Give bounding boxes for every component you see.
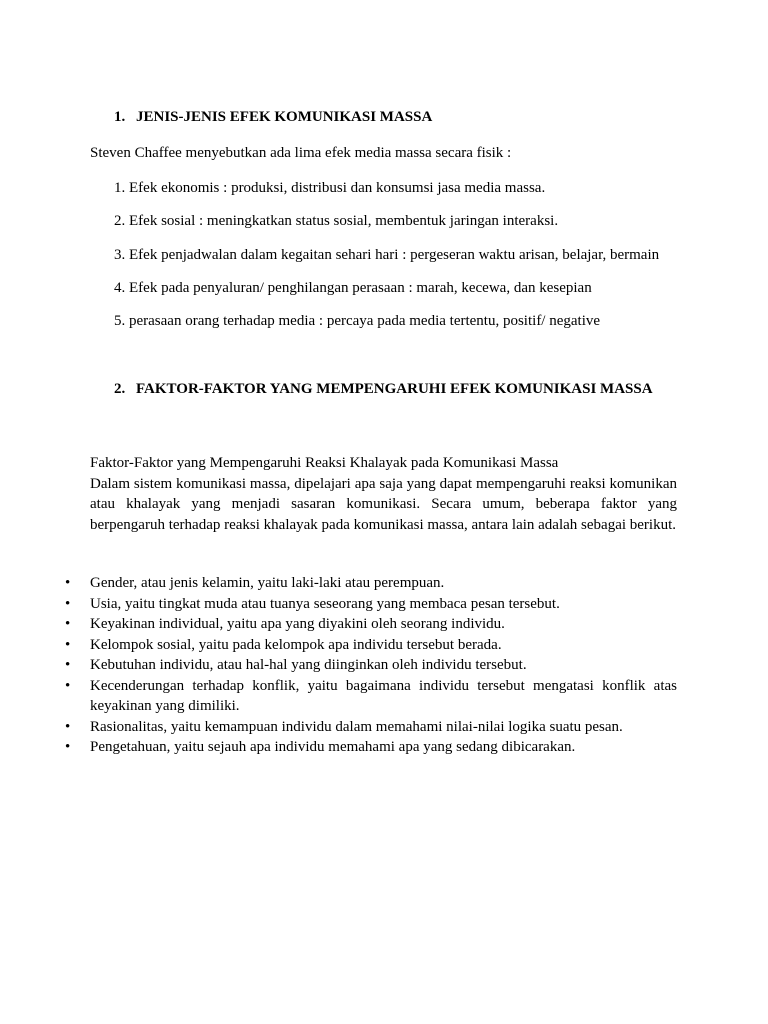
bullet-icon: • [65,677,71,694]
factor-item [62,655,677,676]
section-1-intro: Steven Chaffee menyebutkan ada lima efek media massa secara fisik : [90,145,512,161]
factor-item [62,614,677,635]
effect-item: 3. Efek penjadwalan dalam kegaitan sehari hari : pergeseran waktu arisan, belajar, bermain [114,246,660,263]
factor-text: Kecenderungan terhadap konflik, yaitu bagaimana individu tersebut mengatasi konflik atas keyakinan yang dimiliki. [90,677,677,714]
effect-item: 5. perasaan orang terhadap media : percaya pada media tertentu, positif/ negative [114,313,601,330]
effect-item: 1. Efek ekonomis : produksi, distribusi dan konsumsi jasa media massa. [114,180,546,196]
bullet-icon: • [65,636,71,653]
bullet-icon: • [65,575,71,591]
factor-text: Pengetahuan, yaitu sejauh apa individu memahami apa yang sedang dibicarakan. [90,739,576,755]
section-2-title: FAKTOR-FAKTOR YANG MEMPENGARUHI EFEK KOMUNIKASI MASSA [136,381,653,397]
section-2-number: 2. [114,381,126,397]
factor-text: Keyakinan individual, yaitu apa yang diyakini oleh seorang individu. [90,616,505,632]
section-1-title: JENIS-JENIS EFEK KOMUNIKASI MASSA [136,109,433,125]
factor-item [62,594,677,615]
factor-text: Rasionalitas, yaitu kemampuan individu dalam memahami nilai-nilai logika suatu pesan. [90,718,623,735]
factors-list [62,573,677,758]
factor-item [62,737,677,758]
bullet-icon: • [65,739,71,755]
factor-item [62,717,677,738]
factor-text: Usia, yaitu tingkat muda atau tuanya seseorang yang membaca pesan tersebut. [90,595,560,612]
section-2-paragraph-block [90,453,677,535]
section-2-paragraph: Dalam sistem komunikasi massa, dipelajari apa saja yang dapat mempengaruhi reaksi komunikan atau khalayak yang menjadi sasaran komunikasi. Secara umum, beberapa faktor yang berpengaruh terhadap reaksi khalayak pada komunikasi massa, antara lain adalah sebagai berikut. [90,475,677,533]
section-2-subtitle: Faktor-Faktor yang Mempengaruhi Reaksi Khalayak pada Komunikasi Massa [90,455,559,471]
bullet-icon: • [65,595,71,612]
factor-text: Kelompok sosial, yaitu pada kelompok apa individu tersebut berada. [90,636,502,653]
factor-item [62,573,677,594]
section-1-number: 1. [114,109,126,125]
effects-list [114,178,659,344]
bullet-icon: • [65,657,71,673]
factor-item [62,676,677,717]
factor-text: Kebutuhan individu, atau hal-hal yang diinginkan oleh individu tersebut. [90,657,527,673]
effect-item: 4. Efek pada penyaluran/ penghilangan perasaan : marah, kecewa, dan kesepian [114,279,592,296]
section-2-heading [114,381,653,398]
section-1-heading [114,109,432,126]
bullet-icon: • [65,718,71,735]
bullet-icon: • [65,616,71,632]
effect-item: 2. Efek sosial : meningkatkan status sosial, membentuk jaringan interaksi. [114,213,559,230]
factor-item [62,635,677,656]
factor-text: Gender, atau jenis kelamin, yaitu laki-laki atau perempuan. [90,575,445,591]
